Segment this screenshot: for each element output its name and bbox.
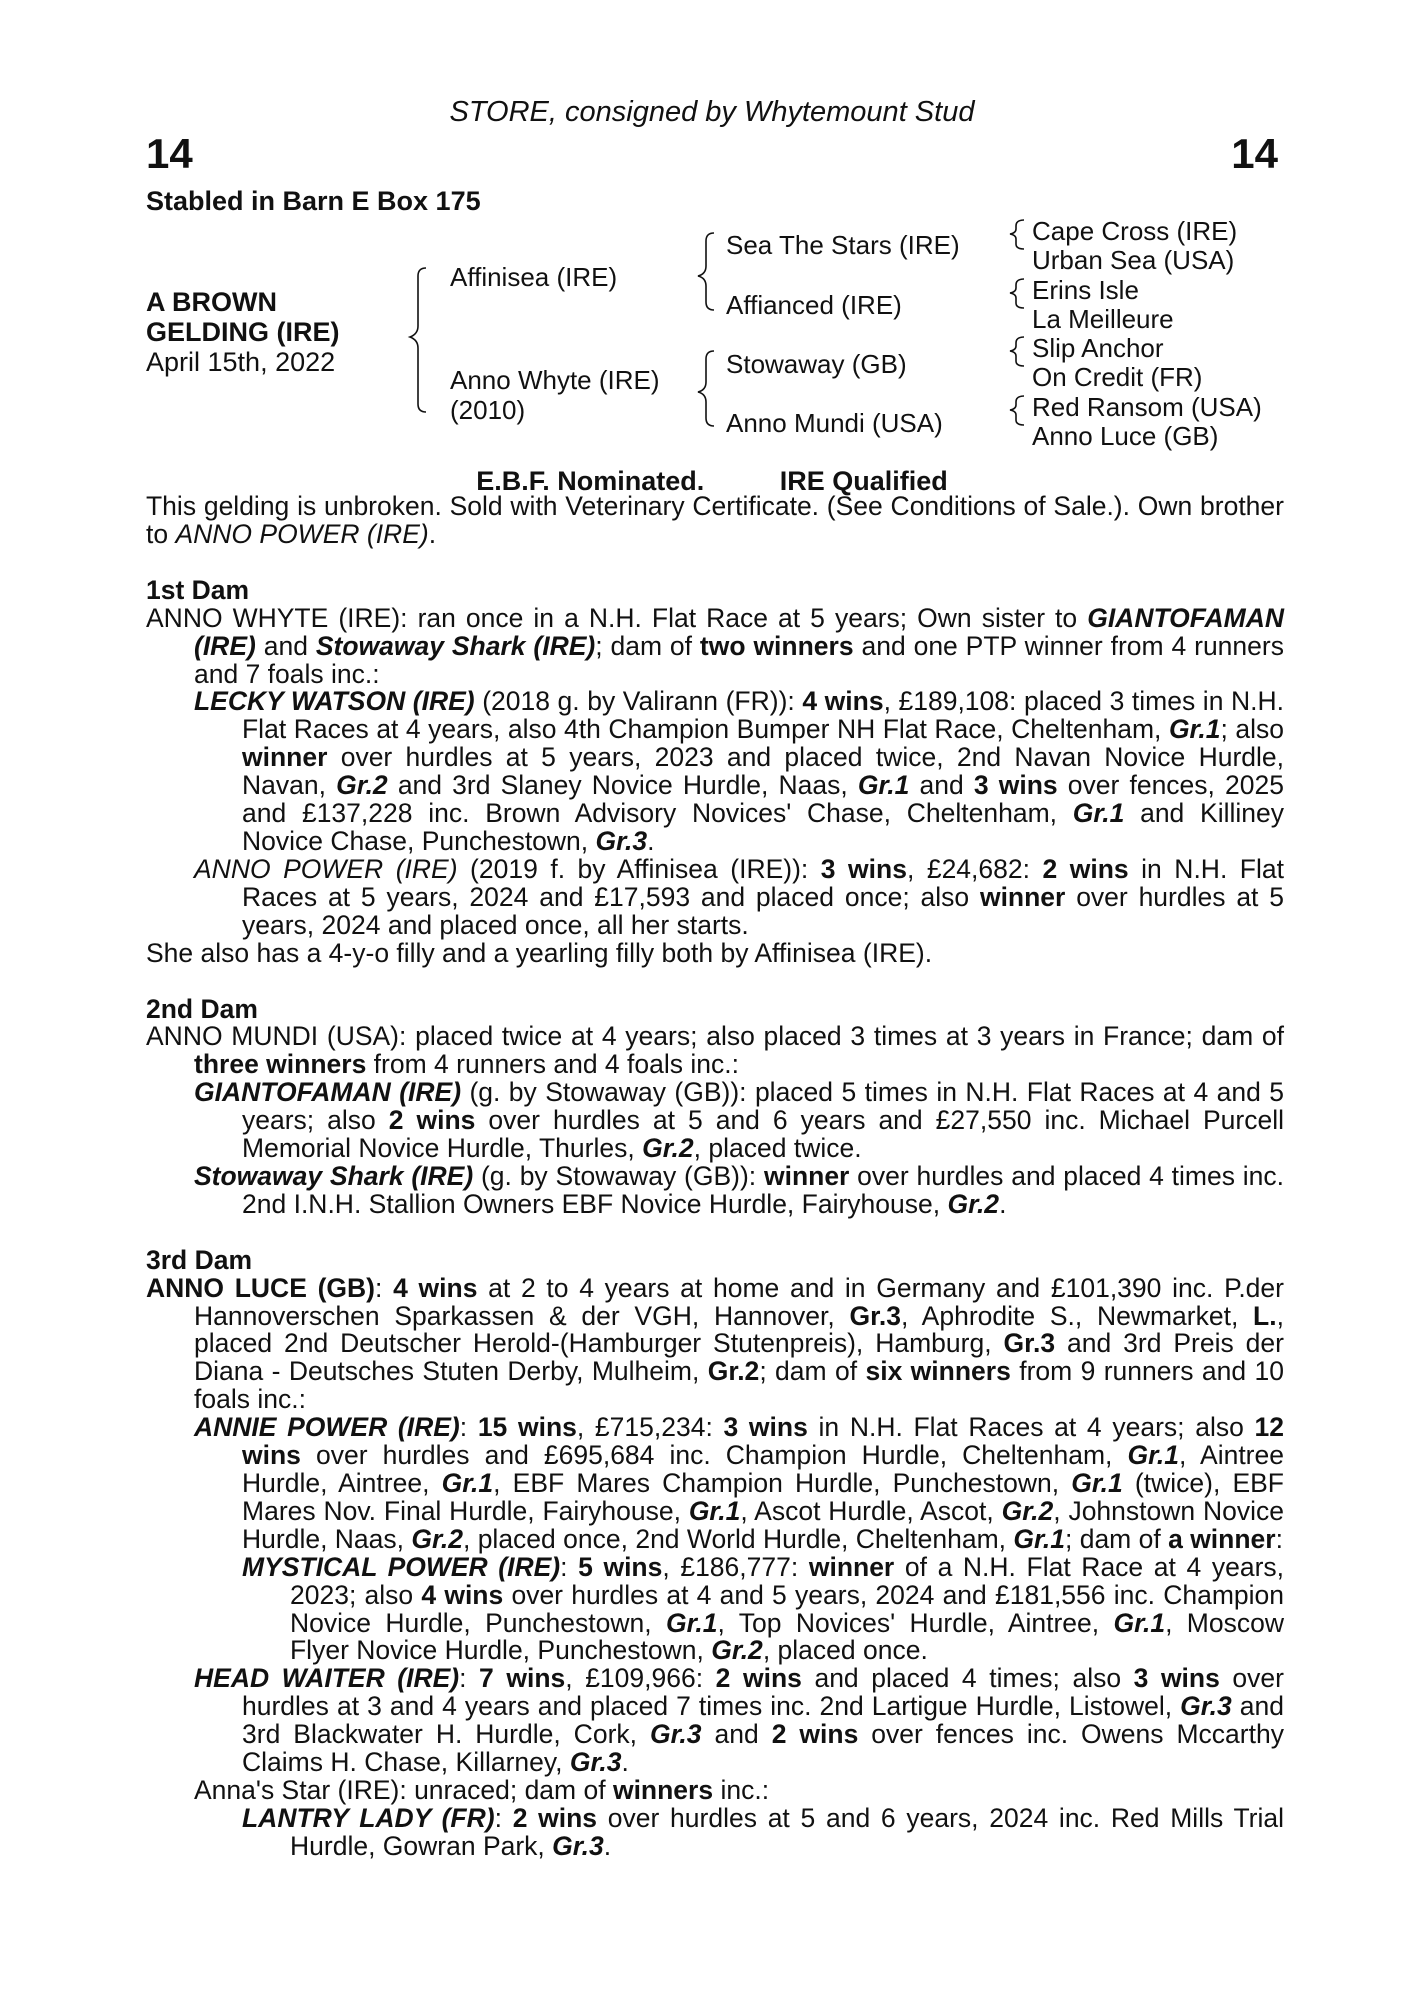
t: , Aintree Hurdle, Aintree,	[242, 1440, 1284, 1498]
t: over hurdles at 4 and 5 years, 2024 and £181,556 inc. Champion Novice Hurdle, Punchestown,	[290, 1579, 1284, 1638]
gg-8: Anno Luce (GB)	[1032, 421, 1219, 451]
t: .	[603, 1830, 612, 1861]
first-dam-heading: 1st Dam	[146, 574, 250, 605]
t: , placed once.	[762, 1635, 928, 1666]
wins: 3 wins	[1133, 1663, 1220, 1694]
t: , EBF Mares Champion Hurdle, Punchestown,	[493, 1468, 1072, 1498]
foaling-date: April 15th, 2022	[146, 347, 336, 377]
t: ; dam of	[1064, 1523, 1169, 1554]
t: , Top Novices' Hurdle, Aintree,	[717, 1607, 1114, 1638]
t: over hurdles at 5 and 6 years and £27,550 inc. Michael Purcell Memorial Novice Hurdle, Thurles,	[242, 1105, 1284, 1164]
t: , Ascot Hurdle, Ascot,	[740, 1495, 1002, 1526]
dam-year: (2010)	[450, 395, 526, 425]
wins: 5 wins	[578, 1551, 663, 1582]
t: , £715,234:	[576, 1412, 724, 1443]
t: and 3rd Blackwater H. Hurdle, Cork,	[242, 1691, 1285, 1750]
intro-end: .	[428, 518, 437, 549]
grade: Gr.1	[688, 1495, 741, 1526]
produce-mystical-power	[146, 1551, 1285, 1666]
wins: winner	[763, 1160, 850, 1191]
t: in N.H. Flat Races at 5 years, 2024 and £17,593 and placed once; also	[242, 853, 1284, 912]
grade: L.	[1253, 1300, 1277, 1331]
t: from 4 runners and 4 foals inc.:	[366, 1049, 739, 1080]
wins: 7 wins	[479, 1663, 566, 1694]
wins: 2 wins	[512, 1802, 598, 1833]
grade: Gr.3	[849, 1300, 902, 1331]
grade: Gr.1	[441, 1468, 494, 1498]
horse-name: LECKY WATSON (IRE)	[194, 686, 475, 717]
t: over hurdles and £695,684 inc. Champion Hurdle, Cheltenham,	[300, 1440, 1128, 1471]
grade: Gr.3	[1180, 1691, 1232, 1722]
grade: Gr.1	[1113, 1607, 1166, 1638]
grade: Gr.1	[1071, 1468, 1123, 1498]
grade: Gr.3	[1003, 1328, 1056, 1359]
sire-dam: Affianced (IRE)	[726, 290, 902, 320]
grade: Gr.2	[642, 1133, 694, 1164]
produce-annas-star	[146, 1774, 1284, 1805]
catalogue-body	[146, 493, 1284, 1861]
gg-5: Slip Anchor	[1032, 333, 1164, 363]
t: at 2 to 4 years at home and in Germany and £101,390 inc. P.der Hannoverschen Sparkassen & der VGH, Hannover,	[194, 1272, 1284, 1331]
gg-3: Erins Isle	[1032, 275, 1139, 305]
t: and	[701, 1719, 772, 1750]
dam-dam: Anno Mundi (USA)	[726, 408, 943, 438]
grade: Gr.1	[1127, 1440, 1180, 1471]
t: (g. by Stowaway (GB)):	[473, 1160, 764, 1191]
grade: Gr.3	[552, 1830, 604, 1861]
consignment-line: STORE, consigned by Whytemount Stud	[449, 96, 975, 128]
t: inc.:	[713, 1774, 770, 1805]
t: ANNO MUNDI (USA): placed twice at 4 years; also placed 3 times at 3 years in France; dam of	[146, 1021, 1284, 1052]
wins: 3 wins	[973, 770, 1058, 801]
t: , Aphrodite S., Newmarket,	[901, 1300, 1254, 1331]
t: ; dam of	[759, 1356, 866, 1387]
grade: Gr.1	[1013, 1523, 1065, 1554]
produce-giantofaman	[146, 1079, 1284, 1163]
gg-2: Urban Sea (USA)	[1032, 245, 1235, 275]
t: , placed once, 2nd World Hurdle, Cheltenham,	[462, 1523, 1014, 1554]
horse-name: Stowaway Shark (IRE)	[194, 1160, 474, 1191]
third-dam-heading: 3rd Dam	[146, 1244, 253, 1275]
horse-color-sex: A BROWN	[146, 287, 277, 317]
t: , placed twice.	[693, 1133, 862, 1164]
t: and 3rd Preis der Diana - Deutsches Stuten Derby, Mulheim,	[194, 1328, 1284, 1387]
gg-4: La Meilleure	[1032, 304, 1174, 334]
t: (2019 f. by Affinisea (IRE)):	[457, 853, 821, 884]
t: Anna's Star (IRE): unraced; dam of	[194, 1774, 613, 1805]
t: over fences inc. Owens Mccarthy Claims H. Chase, Killarney,	[242, 1719, 1284, 1778]
produce-head-waiter	[146, 1665, 1284, 1777]
grade: Gr.2	[1001, 1495, 1054, 1526]
lot-number-right: 14	[1231, 130, 1278, 177]
t: ; also	[1220, 714, 1285, 745]
t: and 3rd Slaney Novice Hurdle, Naas,	[387, 770, 858, 801]
winners-count: three winners	[194, 1049, 367, 1080]
dam-name: Anno Whyte (IRE)	[450, 365, 660, 395]
horse-name: LANTRY LADY (FR)	[242, 1802, 495, 1833]
grade: Gr.2	[707, 1356, 760, 1387]
winners-count: winners	[612, 1774, 714, 1805]
gg-7: Red Ransom (USA)	[1032, 392, 1262, 422]
wins: winner	[808, 1551, 895, 1582]
wins: 3 wins	[723, 1412, 808, 1443]
produce-lantry-lady	[146, 1802, 1284, 1861]
own-brother: ANNO POWER (IRE)	[175, 518, 429, 549]
t: , £24,682:	[906, 853, 1043, 884]
wins: 2 wins	[771, 1719, 859, 1750]
t: and placed 4 times; also	[801, 1663, 1134, 1694]
horse-name: HEAD WAITER (IRE)	[194, 1663, 460, 1694]
second-dam-paragraph	[146, 1023, 1284, 1079]
winners-count: two winners	[699, 630, 854, 661]
horse-sex-country: GELDING (IRE)	[146, 317, 340, 347]
t: (2018 g. by Valirann (FR)):	[474, 686, 803, 717]
t: .	[621, 1747, 629, 1778]
t: :	[375, 1272, 394, 1303]
t: (g. by Stowaway (GB)): placed 5 times in N.H. Flat Races at 4 and 5 years; also	[242, 1077, 1284, 1136]
t: (twice), EBF Mares Nov. Final Hurdle, Fairyhouse,	[242, 1468, 1284, 1526]
t: :	[459, 1663, 480, 1694]
grade: Gr.2	[411, 1523, 463, 1554]
t: over hurdles and placed 4 times inc. 2nd I.N.H. Stallion Owners EBF Novice Hurdle, Fairyhouse,	[242, 1160, 1284, 1219]
t: .	[999, 1188, 1007, 1219]
wins: 2 wins	[715, 1663, 802, 1694]
grade: Gr.3	[595, 825, 648, 856]
t: over hurdles at 5 and 6 years, 2024 inc. Red Mills Trial Hurdle, Gowran Park,	[290, 1802, 1284, 1861]
wins: 15 wins	[477, 1412, 577, 1443]
wins: 2 wins	[388, 1105, 476, 1136]
grade: Gr.3	[649, 1719, 702, 1750]
produce-annie-power	[146, 1414, 1284, 1554]
horse-name: ANNO LUCE (GB)	[146, 1272, 375, 1303]
winners-count: six winners	[865, 1356, 1011, 1387]
sire: Affinisea (IRE)	[450, 262, 618, 292]
grade: Gr.1	[1072, 798, 1125, 829]
grade: Gr.3	[569, 1747, 622, 1778]
produce-lecky-watson	[146, 688, 1284, 855]
wins: 4 wins	[421, 1579, 504, 1610]
second-dam-heading: 2nd Dam	[146, 993, 258, 1024]
grade: Gr.2	[947, 1188, 1000, 1219]
horse-name: MYSTICAL POWER (IRE)	[242, 1551, 561, 1582]
t: from 9 runners and 10 foals inc.:	[194, 1356, 1284, 1415]
produce-anno-power	[146, 853, 1284, 940]
grade: Gr.1	[857, 770, 910, 801]
gg-6: On Credit (FR)	[1032, 362, 1203, 392]
t: :	[494, 1802, 513, 1833]
stabled-location: Stabled in Barn E Box 175	[146, 186, 481, 216]
t: ; dam of	[595, 630, 700, 661]
t: , Johnstown Novice Hurdle, Naas,	[242, 1495, 1285, 1554]
lot-number-left: 14	[146, 130, 193, 177]
t: ANNO WHYTE (IRE): ran once in a N.H. Flat Race at 5 years; Own sister to	[146, 602, 1088, 633]
produce-stowaway-shark	[146, 1160, 1284, 1219]
t: and	[255, 630, 316, 661]
horse-name: GIANTOFAMAN (IRE)	[194, 1077, 462, 1108]
t: , Moscow Flyer Novice Hurdle, Punchestown,	[290, 1607, 1284, 1666]
wins: winner	[979, 881, 1066, 912]
t: , £186,777:	[662, 1551, 809, 1582]
t: and Killiney Novice Chase, Punchestown,	[242, 798, 1284, 856]
t: :	[459, 1412, 478, 1443]
wins: 4 wins	[393, 1272, 478, 1303]
grade: Gr.1	[1168, 714, 1221, 745]
t: , placed 2nd Deutscher Herold-(Hamburger Stutenpreis), Hamburg,	[194, 1300, 1284, 1359]
t: .	[647, 825, 655, 856]
wins: winner	[242, 742, 328, 773]
wins: 4 wins	[802, 686, 884, 717]
t: , £189,108: placed 3 times in N.H. Flat Races at 4 years, also 4th Champion Bumper NH Flat Race, Cheltenham,	[242, 686, 1284, 745]
t: and one PTP winner from 4 runners and 7 foals inc.:	[194, 630, 1284, 689]
t: over fences, 2025 and £137,228 inc. Brown Advisory Novices' Chase, Cheltenham,	[242, 770, 1284, 829]
third-dam-paragraph	[146, 1272, 1284, 1415]
t: over hurdles at 5 years, 2023 and placed twice, 2nd Navan Novice Hurdle, Navan,	[242, 742, 1284, 801]
wins: 12 wins	[242, 1412, 1284, 1471]
wins: 2 wins	[1042, 853, 1129, 884]
t: :	[1275, 1523, 1283, 1554]
horse-name: GIANTOFAMAN (IRE)	[194, 602, 1284, 661]
wins: 3 wins	[820, 853, 907, 884]
t: in N.H. Flat Races at 4 years; also	[807, 1412, 1255, 1443]
horse-name: ANNIE POWER (IRE)	[194, 1412, 460, 1443]
ire-qualified: IRE Qualified	[779, 466, 948, 496]
dam-sire: Stowaway (GB)	[726, 349, 907, 379]
grade: Gr.2	[711, 1635, 763, 1666]
t: over hurdles at 5 years, 2024 and placed once, all her starts.	[242, 881, 1284, 940]
t: and	[909, 770, 974, 801]
ebf-nominated: E.B.F. Nominated.	[476, 466, 705, 496]
first-dam-note: She also has a 4-y-o filly and a yearling filly both by Affinisea (IRE).	[146, 937, 933, 968]
horse-name: ANNO POWER (IRE)	[194, 853, 458, 884]
horse-name: Stowaway Shark (IRE)	[315, 630, 596, 661]
grade: Gr.2	[336, 770, 388, 801]
winners-count: a winner	[1168, 1523, 1276, 1554]
first-dam-paragraph	[146, 602, 1284, 689]
intro-paragraph	[146, 493, 1284, 549]
t: of a N.H. Flat Race at 4 years, 2023; also	[290, 1551, 1285, 1610]
gg-1: Cape Cross (IRE)	[1032, 216, 1238, 246]
grade: Gr.1	[665, 1607, 718, 1638]
t: :	[560, 1551, 579, 1582]
t: , £109,966:	[565, 1663, 716, 1694]
intro-text: This gelding is unbroken. Sold with Veterinary Certificate. (See Conditions of Sale.). Own brother to	[146, 491, 1284, 549]
sire-sire: Sea The Stars (IRE)	[726, 230, 960, 260]
t: over hurdles at 3 and 4 years and placed 7 times inc. 2nd Lartigue Hurdle, Listowel,	[242, 1663, 1284, 1722]
